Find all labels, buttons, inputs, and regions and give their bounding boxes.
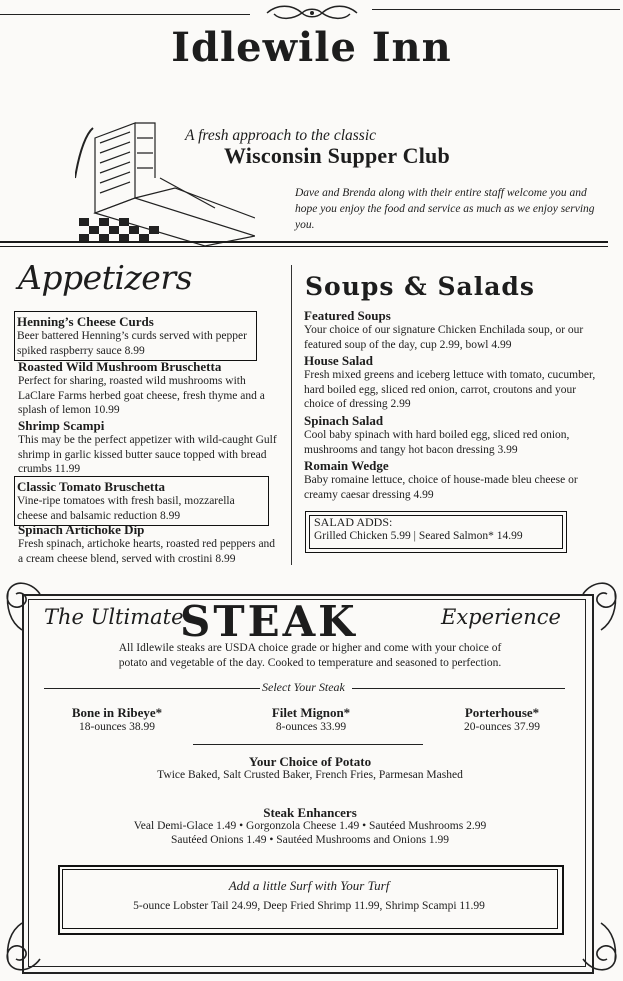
steak-cut-price: 20-ounces 37.99 [463, 721, 540, 733]
steak-cut-porterhouse [447, 705, 557, 733]
corner-flourish-icon [563, 572, 623, 632]
corner-flourish-icon [563, 921, 623, 981]
welcome-message: Dave and Brenda along with their entire staff welcome you and hope you enjoy the food and service as much as we enjoy serving you. [295, 187, 595, 231]
appetizers-heading: Appetizers [18, 258, 193, 297]
steak-cut-price: 8-ounces 33.99 [275, 721, 347, 733]
select-steak-label: Select Your Steak [262, 680, 345, 694]
steak-description [40, 641, 580, 671]
header-divider-thin [0, 246, 608, 247]
enhancers-line: Sautéed Onions 1.49 • Sautéed Mushrooms and Onions 1.99 [170, 834, 450, 846]
tagline-line-1: A fresh approach to the classic [185, 127, 377, 144]
item-name: Shrimp Scampi [18, 418, 105, 433]
item-name: House Salad [304, 353, 373, 368]
header-divider [0, 241, 608, 243]
select-divider-left [44, 688, 260, 689]
item-name: Henning’s Cheese Curds [17, 314, 154, 329]
steak-cut-name: Bone in Ribeye* [71, 705, 163, 720]
surf-turf-items: 5-ounce Lobster Tail 24.99, Deep Fried Shrimp 11.99, Shrimp Scampi 11.99 [133, 900, 485, 912]
steak-description-line: potato and vegetable of the day. Cooked to temperature and seasoned to perfection. [118, 657, 502, 669]
steak-cut-filet [256, 705, 366, 733]
steak-cut-name: Porterhouse* [464, 705, 540, 720]
menu-item-spinach-dip [18, 522, 283, 566]
item-description: Perfect for sharing, roasted wild mushrooms with LaClare Farms herbed goat cheese, fresh thyme and a splash of lemon 10.99 [18, 375, 265, 416]
menu-item-cheese-curds [14, 311, 257, 361]
salad-adds-title: SALAD ADDS: [314, 515, 393, 529]
steak-cut-ribeye [62, 705, 172, 733]
item-description: Fresh mixed greens and iceberg lettuce with tomato, cucumber, hard boiled egg, sliced red onion, carrot, croutons and your choice of dressing 2.99 [304, 369, 596, 410]
item-description: Vine-ripe tomatoes with fresh basil, mozzarella cheese and balsamic reduction 8.99 [17, 495, 235, 522]
item-name: Spinach Salad [304, 413, 384, 428]
item-description: This may be the perfect appetizer with wild-caught Gulf shrimp in garlic kissed butter sauce topped with bread crumbs 11.99 [18, 434, 277, 475]
steak-mid-divider [193, 744, 423, 745]
steak-title-main: STEAK [180, 597, 358, 646]
select-divider-right [352, 688, 565, 689]
potato-heading: Your Choice of Potato [248, 754, 372, 769]
item-description: Cool baby spinach with hard boiled egg, sliced red onion, mushrooms and tangy hot bacon dressing 3.99 [304, 429, 570, 456]
item-description: Your choice of our signature Chicken Enchilada soup, or our featured soup of the day, cup 2.99, bowl 4.99 [304, 324, 584, 351]
steak-title-suffix: Experience [441, 605, 561, 629]
item-description: Beer battered Henning’s curds served with pepper spiked raspberry sauce 8.99 [17, 330, 247, 357]
top-divider-right [372, 9, 620, 10]
item-name: Featured Soups [304, 308, 391, 323]
tagline-line-2: Wisconsin Supper Club [224, 143, 450, 168]
top-divider-left [0, 14, 250, 15]
item-name: Classic Tomato Bruschetta [17, 479, 166, 494]
salad-adds-box [305, 511, 567, 553]
flourish-ornament-icon [262, 2, 362, 24]
enhancers-line: Veal Demi-Glace 1.49 • Gorgonzola Cheese 1.49 • Sautéed Mushrooms 2.99 [133, 820, 487, 832]
corner-flourish-icon [0, 921, 60, 981]
steak-cut-price: 18-ounces 38.99 [78, 721, 155, 733]
steak-description-line: All Idlewile steaks are USDA choice grade or higher and come with your choice of [118, 642, 502, 654]
item-name: Romain Wedge [304, 458, 389, 473]
restaurant-title: Idlewile Inn [171, 24, 452, 71]
salad-adds-items: Grilled Chicken 5.99 | Seared Salmon* 14.99 [314, 530, 523, 542]
item-name: Spinach Artichoke Dip [18, 522, 145, 537]
item-name: Roasted Wild Mushroom Bruschetta [18, 359, 222, 374]
column-divider [291, 265, 292, 565]
item-description: Baby romaine lettuce, choice of house-made bleu cheese or creamy caesar dressing 4.99 [304, 474, 578, 501]
soups-salads-heading: Soups & Salads [305, 272, 535, 301]
steak-cut-name: Filet Mignon* [271, 705, 351, 720]
menu-item-mushroom-bruschetta [18, 359, 280, 418]
potato-options: Twice Baked, Salt Crusted Baker, French Fries, Parmesan Mashed [157, 769, 463, 781]
menu-item-house-salad [304, 353, 604, 412]
menu-item-spinach-salad [304, 413, 604, 457]
menu-item-romain-wedge [304, 458, 604, 502]
menu-item-tomato-bruschetta [14, 476, 269, 526]
menu-item-featured-soups [304, 308, 604, 352]
enhancers-heading: Steak Enhancers [263, 805, 357, 820]
steak-title-prefix: The Ultimate [44, 605, 184, 629]
surf-turf-heading: Add a little Surf with Your Turf [228, 878, 390, 893]
menu-item-shrimp-scampi [18, 418, 280, 477]
item-description: Fresh spinach, artichoke hearts, roasted red peppers and a cream cheese blend, served with crostini 8.99 [18, 538, 276, 565]
